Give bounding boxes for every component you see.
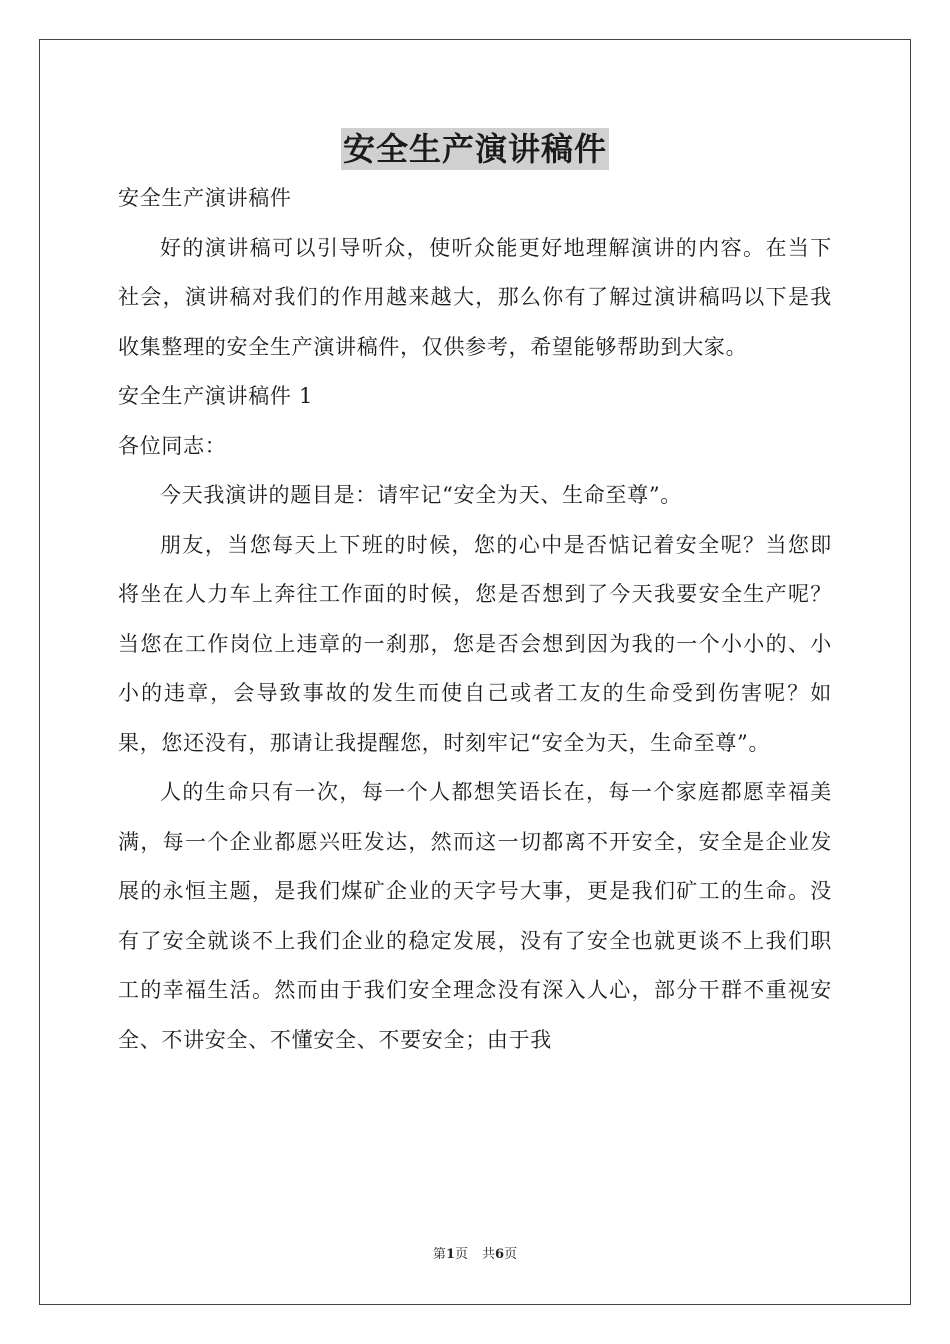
paragraph-body: 朋友，当您每天上下班的时候，您的心中是否惦记着安全呢？当您即将坐在人力车上奔往工作面的时候，您是否想到了今天我要安全生产呢？当您在工作岗位上违章的一刹那，您是否会想到因为我的一个小小的、小小的违章，会导致事故的发生而使自己或者工友的生命受到伤害呢？如果，您还没有，那请让我提醒您，时刻牢记“安全为天，生命至尊”。 [118, 532, 832, 755]
page-footer [0, 1246, 950, 1264]
paragraph-heading: 安全生产演讲稿件 [118, 186, 292, 210]
document-body [118, 174, 832, 1065]
page-prefix: 第 [432, 1247, 446, 1262]
document-title: 安全生产演讲稿件 [342, 130, 607, 168]
paragraph-section-heading: 安全生产演讲稿件 1 [118, 384, 314, 408]
paragraph-body: 人的生命只有一次，每一个人都想笑语长在，每一个家庭都愿幸福美满，每一个企业都愿兴旺发达，然而这一切都离不开安全，安全是企业发展的永恒主题，是我们煤矿企业的天字号大事，更是我们矿工的生命。没有了安全就谈不上我们企业的稳定发展，没有了安全也就更谈不上我们职工的幸福生活。然而由于我们安全理念没有深入人心，部分干群不重视安全、不讲安全、不懂安全、不要安全；由于我 [118, 780, 832, 1052]
total-prefix: 共 [482, 1247, 496, 1262]
page-suffix: 页 [454, 1247, 468, 1262]
page-current: 1 [445, 1247, 455, 1262]
title-wrap [0, 128, 950, 170]
total-suffix: 页 [504, 1247, 518, 1262]
paragraph-salutation: 各位同志： [118, 433, 227, 458]
page-total: 6 [495, 1247, 505, 1262]
paragraph-topic: 今天我演讲的题目是：请牢记“安全为天、生命至尊”。 [160, 483, 682, 507]
paragraph-intro: 好的演讲稿可以引导听众，使听众能更好地理解演讲的内容。在当下社会，演讲稿对我们的作用越来越大，那么你有了解过演讲稿吗以下是我收集整理的安全生产演讲稿件，仅供参考，希望能够帮助到大家。 [118, 235, 832, 359]
